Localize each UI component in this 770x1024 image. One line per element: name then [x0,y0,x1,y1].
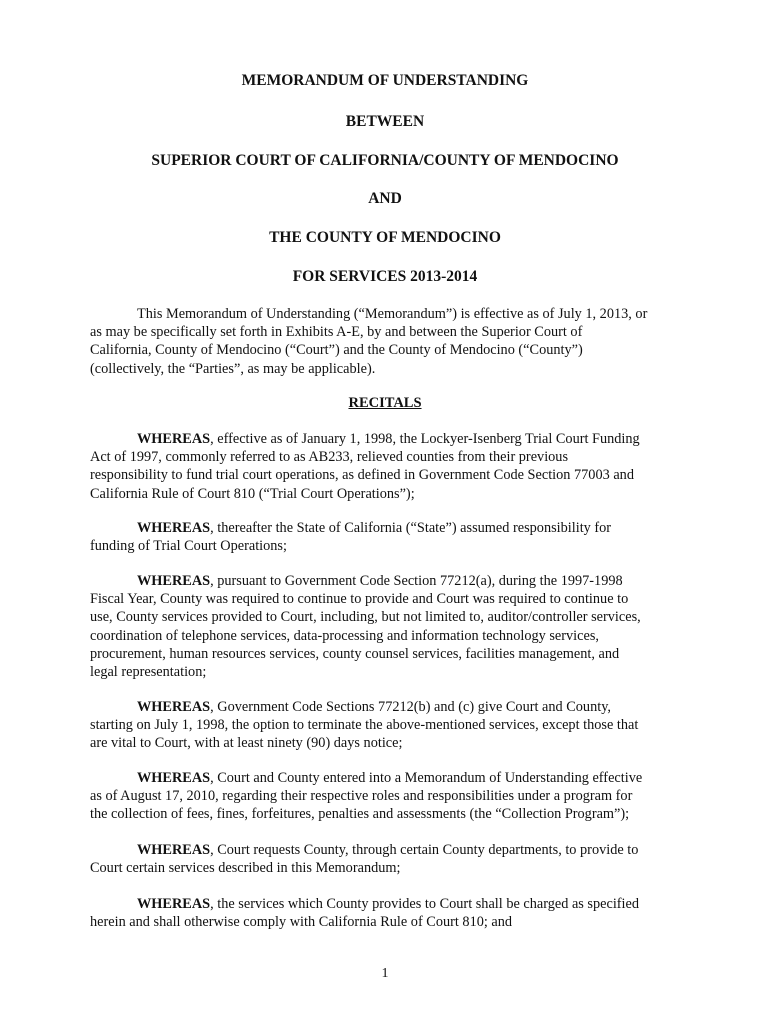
recital-text: , thereafter the State of California (“State”) assumed responsibility for funding of Trial Court Operations; [90,520,612,555]
page-number: 1 [381,966,389,981]
recital-text: , Government Code Sections 77212(b) and (c) give Court and County, starting on July 1, 1998, the option to terminate the above-mentioned services, except those that are vital to Court, with at least ninety (90) days notice; [90,699,639,752]
whereas-keyword: WHEREAS [137,770,211,786]
recital-paragraph [90,430,682,503]
whereas-keyword: WHEREAS [137,699,211,715]
title-line-between: BETWEEN [345,113,425,130]
recital-paragraph [90,698,682,753]
whereas-keyword: WHEREAS [137,896,211,912]
recital-paragraph [90,895,682,931]
recital-paragraph [90,841,682,877]
recital-text: , pursuant to Government Code Section 77212(a), during the 1997-1998 Fiscal Year, County was required to continue to provide and Court was required to continue to use, County services provided to Court, including, but not limited to, auditor/controller services, coordination of telephone services, data-processing and information technology services, procurement, human resources services, county counsel services, facilities management, and legal representation; [90,573,641,681]
title-line-services: FOR SERVICES 2013-2014 [292,268,478,285]
title-line-county: THE COUNTY OF MENDOCINO [269,229,501,246]
whereas-keyword: WHEREAS [137,842,211,858]
whereas-keyword: WHEREAS [137,520,211,536]
whereas-keyword: WHEREAS [137,573,211,589]
title-line-superior-court: SUPERIOR COURT OF CALIFORNIA/COUNTY OF MENDOCINO [151,152,619,169]
whereas-keyword: WHEREAS [137,431,211,447]
recital-text: , effective as of January 1, 1998, the Lockyer-Isenberg Trial Court Funding Act of 1997, commonly referred to as AB233, relieved counties from their previous responsibility to fund trial court operations, as defined in Government Code Section 77003 and California Rule of Court 810 (“Trial Court Operations”); [90,431,640,502]
recital-text: , Court requests County, through certain County departments, to provide to Court certain services described in this Memorandum; [90,842,639,877]
recitals-heading: RECITALS [348,395,422,411]
recital-text: , the services which County provides to Court shall be charged as specified herein and shall otherwise comply with California Rule of Court 810; and [90,896,640,931]
title-line-memorandum: MEMORANDUM OF UNDERSTANDING [241,72,529,89]
title-line-and: AND [368,190,402,207]
recital-text: , Court and County entered into a Memorandum of Understanding effective as of August 17, 2010, regarding their respective roles and responsibilities under a program for the collection of fees, fines, forfeitures, penalties and assessments (the “Collection Program”); [90,770,643,823]
recital-paragraph [90,519,682,555]
intro-paragraph: This Memorandum of Understanding (“Memorandum”) is effective as of July 1, 2013, or as may be specifically set forth in Exhibits A-E, by and between the Superior Court of California, County of Mendocino (“Court”) and the County of Mendocino (“County”) (collectively, the “Parties”, as may be applicable). [90,306,648,377]
recital-paragraph [90,572,682,681]
recital-paragraph [90,769,682,824]
